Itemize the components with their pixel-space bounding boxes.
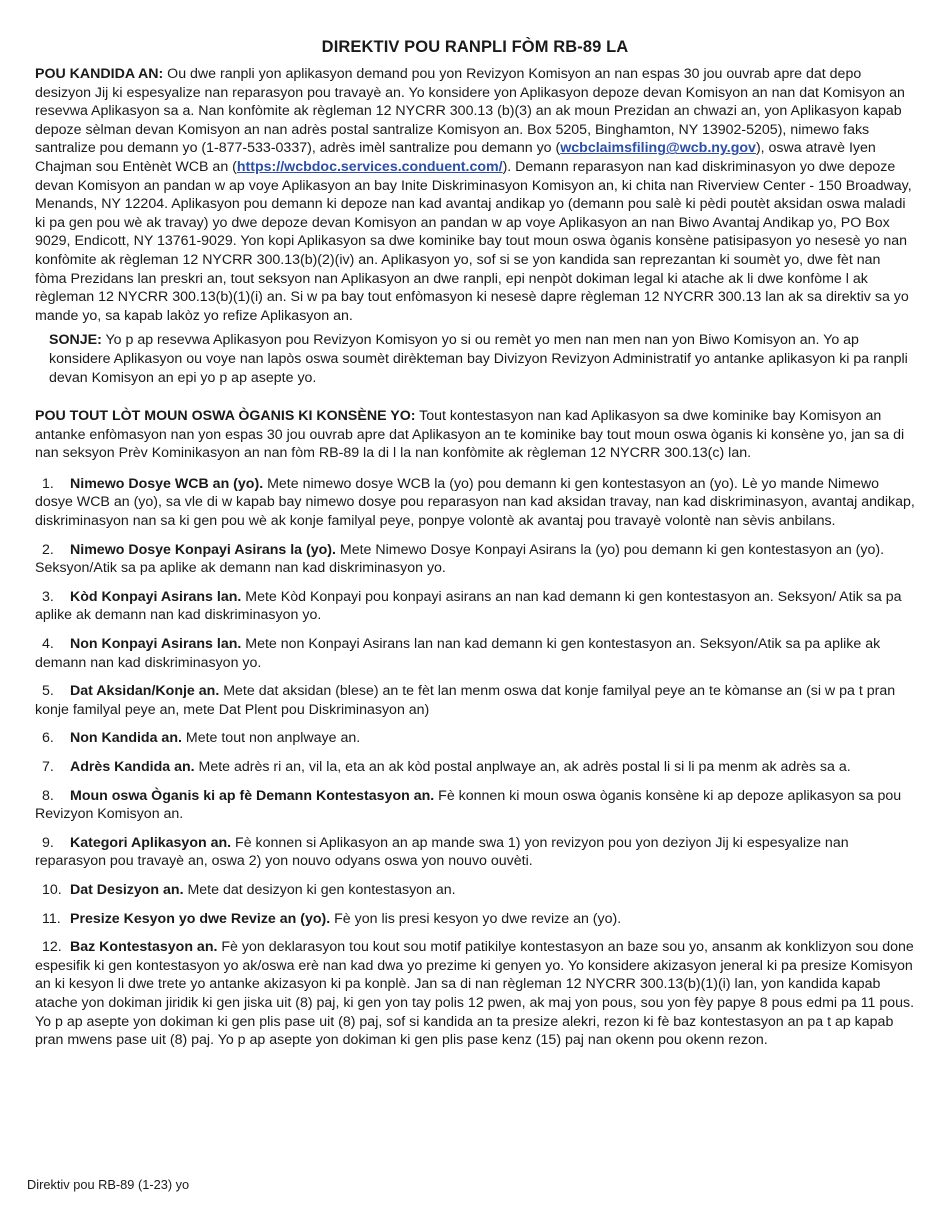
item-number: 4. (42, 636, 54, 653)
item-text: Mete nimewo dosye WCB la (yo) pou demann ki gen kontestasyon an (yo). Lè yo mande Nimewo dosye WCB an (yo), sa vle di w kapab bay nimewo dosye pou reparasyon nan kad aksidan travay, nan kad diskriminasyon, avantaj andikap, diskriminasyon nan sa ki gen pou wè ak konje familyal peye, ponpye volontè ak avantaj pou travayè volontè nan sèvis anbilans. (35, 475, 915, 530)
item-number: 9. (42, 834, 54, 851)
item-number: 11. (42, 910, 61, 927)
document-page (35, 38, 915, 1060)
page-title: DIREKTIV POU RANPLI FÒM RB-89 LA (321, 38, 629, 56)
item-label: Baz Kontestasyon an. (70, 939, 218, 956)
item-label: Non Konpayi Asirans lan. (70, 636, 242, 653)
claimant-text-1: Ou dwe ranpli yon aplikasyon demand pou yon Revizyon Komisyon an nan espas 30 jou ouvrab apre dat depo desizyon Jij ki espesyalize nan reparasyon pou travayè an. Yo konsidere yon Aplikasyon depoze devan Komisyon an nan dat Komisyon an resevwa Aplikasyon sa a. Nan konfòmite ak règleman 12 NYCRR 300.13 (b)(3) an ak moun Prezidan an chwazi an, yon Aplikasyon kapab depoze sèlman devan Komisyon an nan adrès postal santralize Komisyon an. Box 5205, Binghamton, NY 13902-5205), nimewo faks santralize pou demann yo (1-877-533-0337), adrès imèl santralize pou demann yo ( (35, 66, 905, 157)
item-text: Fè konnen si Aplikasyon an ap mande swa 1) yon revizyon pou yon deziyon Jij ki espesyalize nan reparasyon pou travayè an, oswa 2) yon nouvo odyans oswa yon nouvo ouvèti. (35, 834, 849, 870)
item-text: Mete tout non anplwaye an. (181, 730, 361, 747)
list-item (35, 938, 915, 1050)
email-link[interactable]: wcbclaimsfiling@wcb.ny.gov (560, 140, 756, 157)
other-parties-label: POU TOUT LÒT MOUN OSWA ÒGANIS KI KONSÈNE YO: (35, 408, 416, 425)
other-parties-text: Tout kontestasyon nan kad Aplikasyon sa dwe kominike bay Komisyon an antanke enfòmasyon nan yon espas 30 jou ouvrab apre dat Aplikasyon an te kominike bay tout moun oswa òganis ki konsène yo, jan sa di nan seksyon Prèv Kominikasyon an nan fòm RB-89 la di l la nan konfòmite ak règleman 12 NYCRR 300.13(c) lan. (35, 408, 905, 462)
claimant-label: POU KANDIDA AN: (35, 66, 164, 82)
item-label: Moun oswa Òganis ki ap fè Demann Kontestasyon an. (70, 787, 435, 804)
list-item (35, 910, 915, 929)
item-label: Kategori Aplikasyon an. (70, 834, 232, 851)
list-item (35, 881, 915, 900)
item-text: Fè yon deklarasyon tou kout sou motif patikilye kontestasyon an baze sou yo, ansanm ak konklizyon sou done espesifik ki gen kontestasyon yo ak/oswa erè nan kad dwa yo prezime ki genyen yo. Yo konsidere akizasyon jeneral ki pa presize Komisyon an ki kesyon li dwe trete yo antanke akizasyon ki pa konplè. Jan sa di nan règleman 12 NYCRR 300.13(b)(1)(i) lan, yon kandida kapab atache yon dokiman jiridik ki gen jiska uit (8) paj, ki gen yon tay polis 12 pwen, ak maj yon pous, sou yon fèy papye 8 pous edmi pa 11 pous. Yo p ap asepte yon dokiman ki gen plis pase uit (8) paj, sof si kandida an ta presize alekri, rezon ki fè baz kontestasyon an pa t ap kapab pran mwens pase uit (8) paj. Yo p ap asepte yon dokiman ki gen plis pase kenz (15) paj nan okenn pou okenn rezon. (35, 939, 915, 1049)
instruction-list (35, 475, 915, 1050)
claimant-section (35, 65, 915, 325)
list-item (35, 475, 915, 531)
item-label: Dat Aksidan/Konje an. (70, 683, 220, 700)
item-label: Non Kandida an. (70, 730, 182, 747)
reminder-text: Yo p ap resevwa Aplikasyon pou Revizyon Komisyon yo si ou remèt yo men nan men nan yon Biwo Komisyon an. Yo ap konsidere Aplikasyon ou voye nan lapòs oswa soumèt dirèkteman bay Divizyon Revizyon Administratif yo antanke aplikasyon ki pa ranpli devan Komisyon an epi yo p ap asepte yo. (49, 332, 908, 386)
item-text: Fè yon lis presi kesyon yo dwe revize an (yo). (330, 910, 622, 927)
list-item (35, 834, 915, 871)
reminder-note (49, 331, 915, 387)
list-item (35, 729, 915, 748)
item-label: Nimewo Dosye WCB an (yo). (70, 475, 264, 492)
item-number: 5. (42, 683, 54, 700)
item-label: Presize Kesyon yo dwe Revize an (yo). (70, 910, 331, 927)
item-number: 7. (42, 759, 54, 775)
claimant-text-2: ), oswa atravè Iyen Chajman sou Entènèt WCB an ( (35, 140, 876, 175)
item-text: Fè konnen ki moun oswa òganis konsène ki ap depoze aplikasyon sa pou Revizyon Komisyon an. (35, 787, 902, 823)
item-text: Mete Kòd Konpayi pou konpayi asirans an nan kad demann ki gen kontestasyon an. Seksyon/ Atik sa pa aplike ak demann nan kad diskriminasyon yo. (35, 588, 902, 624)
item-label: Kòd Konpayi Asirans lan. (70, 588, 242, 605)
list-item (35, 588, 915, 625)
list-item (35, 635, 915, 672)
list-item (35, 787, 915, 824)
item-text: Mete dat desizyon ki gen kontestasyon an. (183, 881, 456, 898)
item-number: 12. (42, 939, 62, 956)
list-item (35, 758, 915, 777)
item-text: Mete dat aksidan (blese) an te fèt lan menm oswa dat konje familyal peye an te kòmanse an (si w pa t pran konje familyal peye an, mete Dat Plent pou Diskriminasyon an) (35, 683, 896, 718)
item-number: 10. (42, 881, 62, 898)
form-footer: Direktiv pou RB-89 (1-23) yo (27, 1177, 190, 1192)
item-text: Mete adrès ri an, vil la, eta an ak kòd postal anplwaye an, ak adrès postal li si li pa menm ak adrès sa a. (194, 759, 851, 775)
other-parties-section (35, 407, 915, 463)
item-number: 2. (42, 541, 54, 558)
item-text: Mete Nimewo Dosye Konpayi Asirans la (yo) pou demann ki gen kontestasyon an (yo). Seksyon/Atik sa pa aplike ak demann nan kad diskriminasyon yo. (35, 541, 885, 577)
item-label: Nimewo Dosye Konpayi Asirans la (yo). (70, 541, 336, 558)
item-number: 3. (42, 588, 54, 605)
list-item (35, 682, 915, 719)
item-label: Dat Desizyon an. (70, 881, 184, 898)
web-portal-link[interactable]: https://wcbdoc.services.conduent.com/ (236, 158, 503, 175)
item-label: Adrès Kandida an. (70, 759, 195, 775)
item-number: 1. (42, 475, 54, 492)
list-item (35, 541, 915, 578)
item-number: 6. (42, 730, 54, 747)
reminder-label: SONJE: (49, 332, 102, 349)
item-text: Mete non Konpayi Asirans lan nan kad demann ki gen kontestasyon an. Seksyon/Atik sa pa aplike ak demann nan kad diskriminasyon yo. (35, 636, 881, 671)
item-number: 8. (42, 787, 54, 804)
claimant-text-3: ). Demann reparasyon nan kad diskriminasyon yo dwe depoze devan Komisyon an pandan w ap voye Aplikasyon an bay Inite Diskriminasyon Komisyon an, ki chita nan Riverview Center - 150 Broadway, Menands, NY 12204. Aplikasyon pou demann ki depoze nan kad avantaj andikap yo (demann pou salè ki pèdi poutèt aksidan oswa maladi ki pa gen pou wè ak travay) yo dwe depoze devan Komisyon an pandan w ap voye Aplikasyon an nan Biwo Avantaj Andikap yo, PO Box 9029, Endicott, NY 13761-9029. Yon kopi Aplikasyon sa dwe kominike bay tout moun oswa òganis konsène patisipasyon yo nesesè yo nan konfòmite ak règleman 12 NYCRR 300.13(b)(2)(iv) an. Aplikasyon yo, sof si se yon kandida san reprezantan ki soumèt yo, dwe fèt nan fòma Prezidans lan preskri an, tout seksyon nan Aplikasyon an dwe ranpli, epi nenpòt dokiman legal ki atache ak li dwe konfòme l ak règleman 12 NYCRR 300.13(b)(1)(i) an. Si w pa bay tout enfòmasyon ki nesesè dapre règleman 12 NYCRR 300.13 lan ak sa direktiv sa yo mande yo, sa kapab lakòz yo refize Aplikasyon an. (35, 158, 912, 324)
